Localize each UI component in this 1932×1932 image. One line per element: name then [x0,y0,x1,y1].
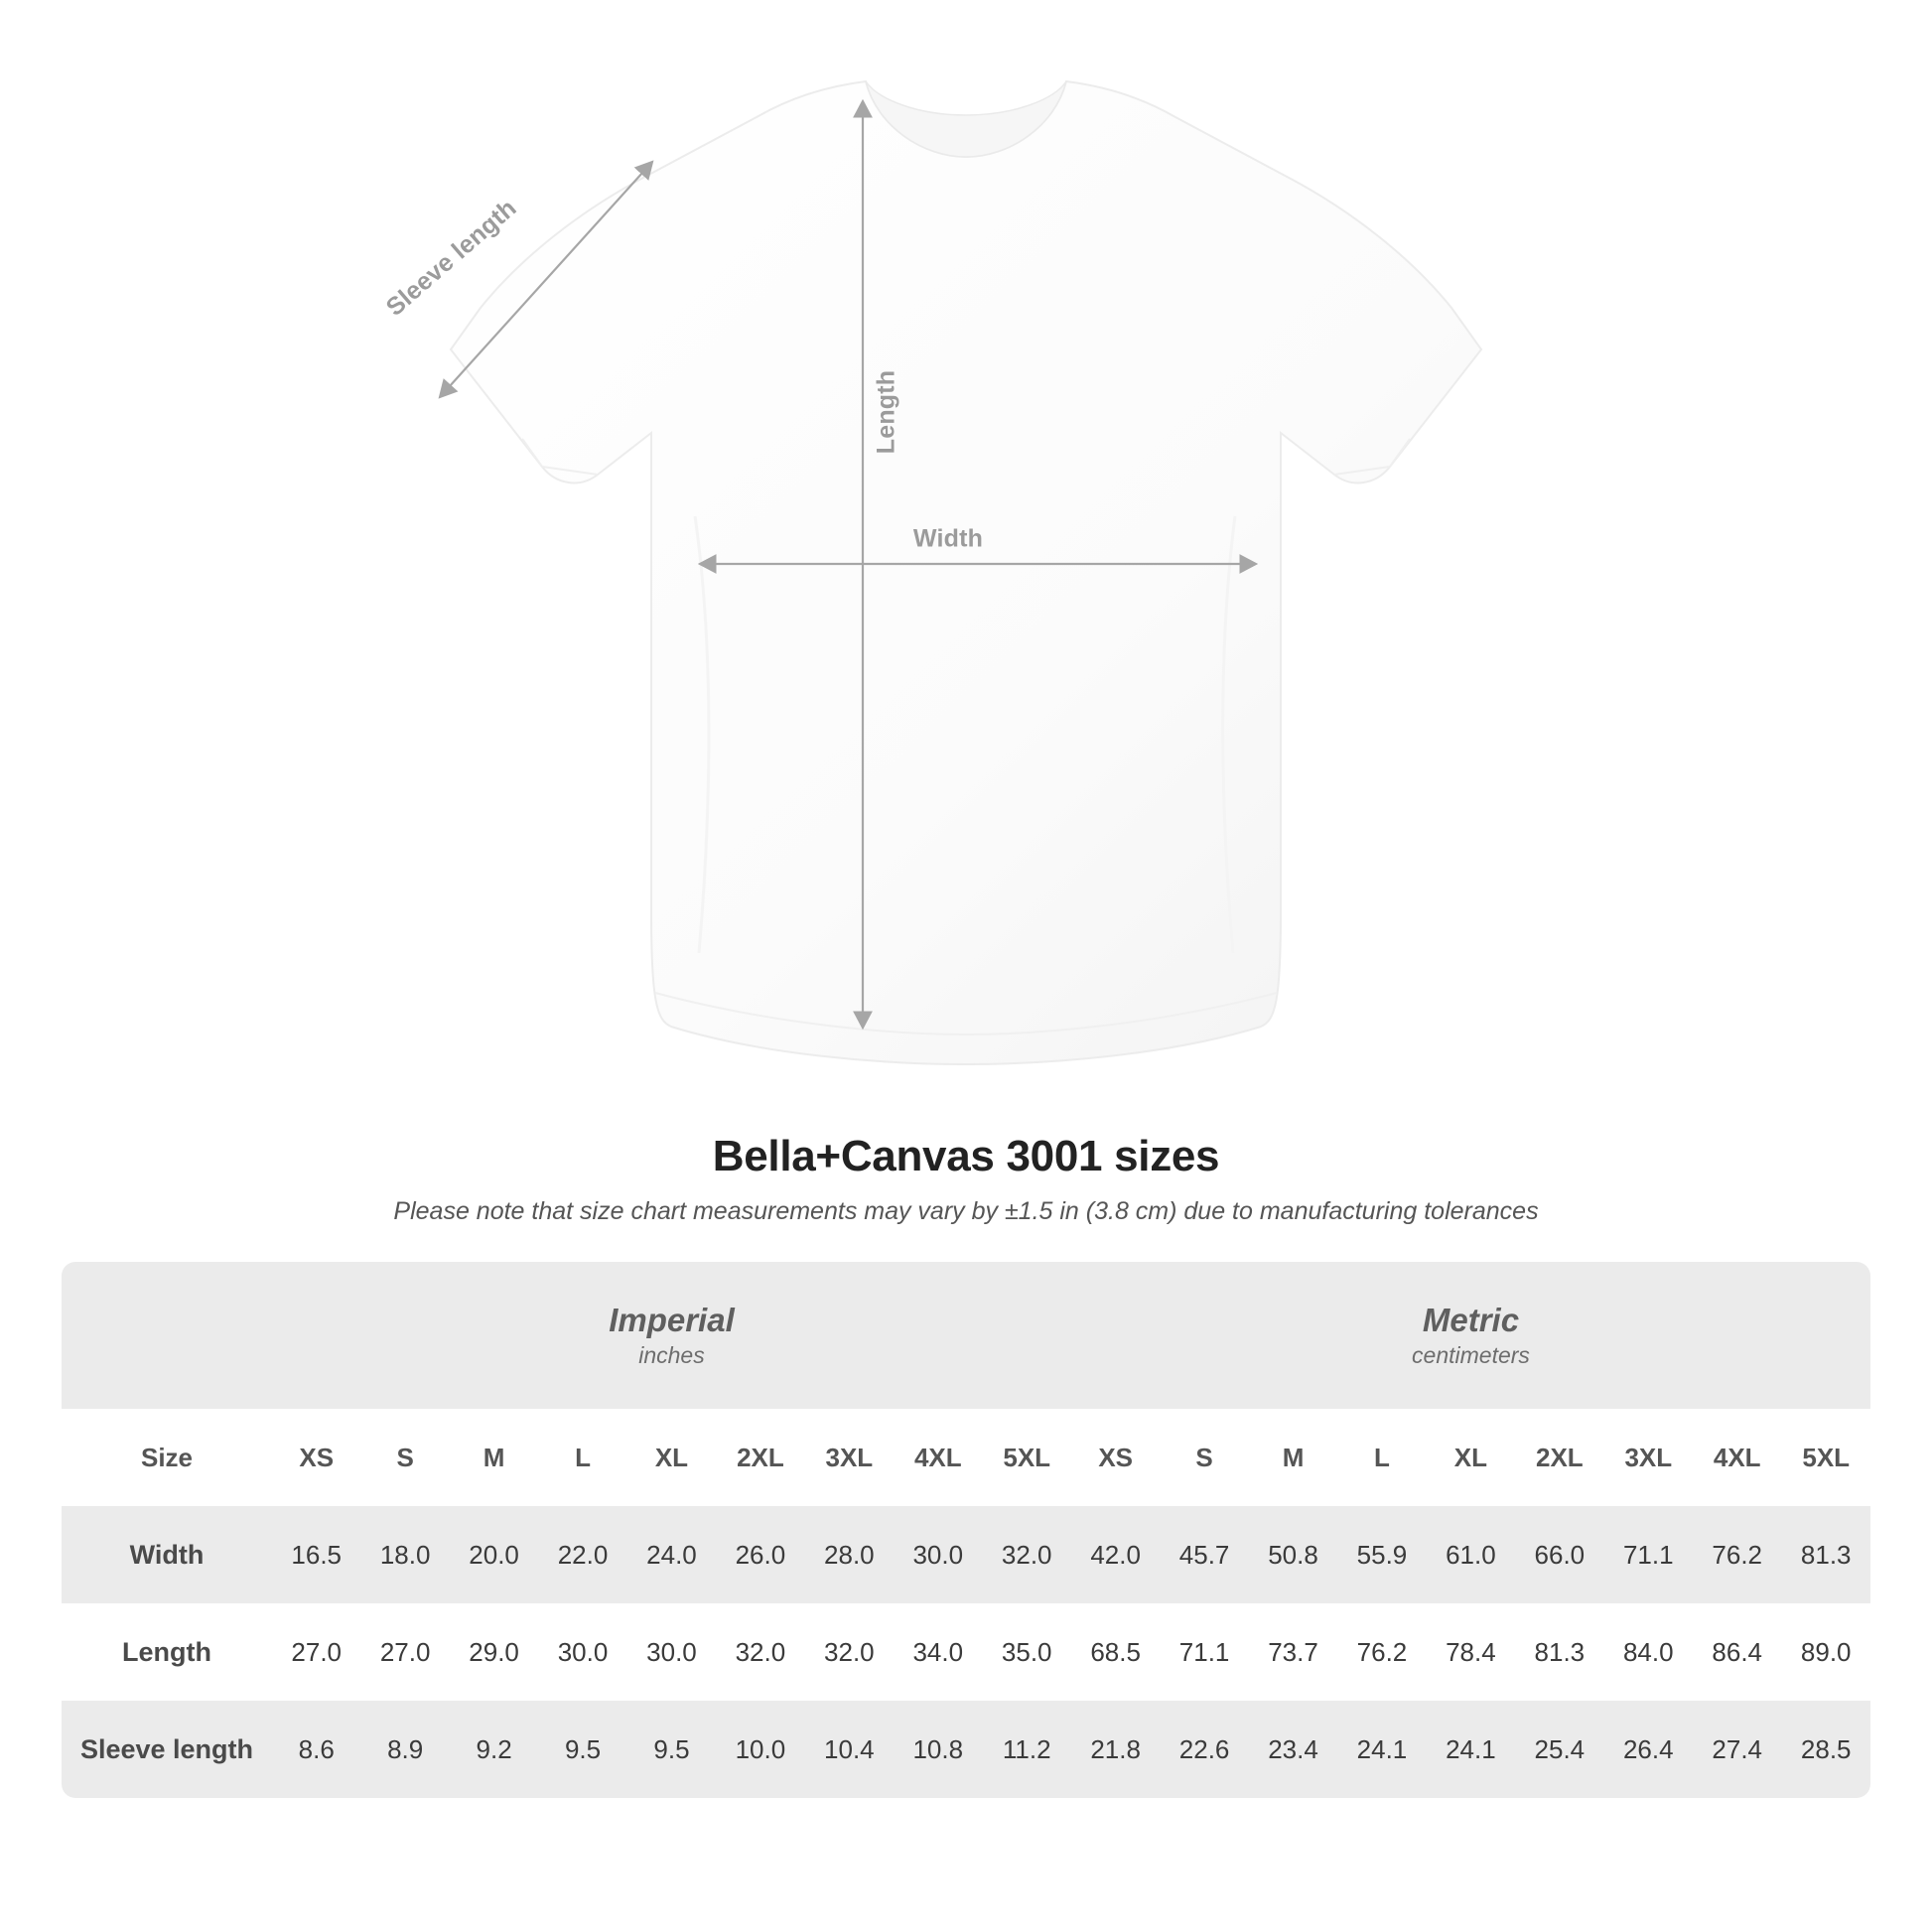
size-column-header: XS [272,1409,360,1506]
table-cell: 10.4 [805,1701,894,1798]
table-cell: 55.9 [1337,1506,1426,1603]
size-table-wrapper [62,1262,1870,1798]
table-cell: 42.0 [1071,1506,1160,1603]
size-column-header: 3XL [805,1409,894,1506]
table-cell: 9.5 [538,1701,626,1798]
table-cell: 84.0 [1604,1603,1693,1701]
table-cell: 76.2 [1337,1603,1426,1701]
table-cell: 22.6 [1160,1701,1248,1798]
unit-header-metric [1071,1262,1870,1409]
table-cell: 45.7 [1160,1506,1248,1603]
table-cell: 30.0 [538,1603,626,1701]
size-column-header: 5XL [983,1409,1071,1506]
table-cell: 27.0 [360,1603,449,1701]
table-cell: 30.0 [627,1603,716,1701]
table-cell: 23.4 [1249,1701,1337,1798]
size-header-label: Size [62,1409,272,1506]
size-table [62,1262,1870,1798]
table-cell: 11.2 [983,1701,1071,1798]
table-cell: 89.0 [1781,1603,1870,1701]
size-column-header: XS [1071,1409,1160,1506]
unit-sub-metric: centimeters [1412,1342,1530,1369]
unit-sub-imperial: inches [638,1342,705,1369]
table-cell: 9.2 [450,1701,538,1798]
title-block [0,1132,1932,1226]
table-cell: 24.1 [1427,1701,1515,1798]
table-cell: 27.4 [1693,1701,1781,1798]
size-column-header: L [1337,1409,1426,1506]
table-cell: 8.6 [272,1701,360,1798]
unit-name-metric: Metric [1422,1301,1520,1338]
units-header-row [62,1262,1870,1409]
table-cell: 10.0 [716,1701,804,1798]
page-title: Bella+Canvas 3001 sizes [712,1132,1220,1180]
table-cell: 26.0 [716,1506,804,1603]
table-row [62,1701,1870,1798]
tolerance-note: Please note that size chart measurements may vary by ±1.5 in (3.8 cm) due to manufacturing tolerances [393,1197,1539,1225]
table-cell: 30.0 [894,1506,982,1603]
table-cell: 21.8 [1071,1701,1160,1798]
size-column-header: 4XL [1693,1409,1781,1506]
size-column-header: XL [1427,1409,1515,1506]
size-column-header: M [450,1409,538,1506]
unit-header-imperial [272,1262,1071,1409]
size-column-header: L [538,1409,626,1506]
size-column-header: 2XL [1515,1409,1603,1506]
table-cell: 28.5 [1781,1701,1870,1798]
table-cell: 78.4 [1427,1603,1515,1701]
table-cell: 73.7 [1249,1603,1337,1701]
size-column-header: S [360,1409,449,1506]
size-column-header: S [1160,1409,1248,1506]
table-cell: 9.5 [627,1701,716,1798]
table-cell: 32.0 [983,1506,1071,1603]
size-column-header: 3XL [1604,1409,1693,1506]
row-label: Sleeve length [62,1701,272,1798]
table-cell: 28.0 [805,1506,894,1603]
table-cell: 61.0 [1427,1506,1515,1603]
table-row [62,1603,1870,1701]
size-column-header: 4XL [894,1409,982,1506]
table-cell: 16.5 [272,1506,360,1603]
table-cell: 29.0 [450,1603,538,1701]
table-cell: 27.0 [272,1603,360,1701]
size-column-header: XL [627,1409,716,1506]
table-cell: 8.9 [360,1701,449,1798]
size-column-header: 5XL [1781,1409,1870,1506]
table-cell: 71.1 [1604,1506,1693,1603]
size-header-row [62,1409,1870,1506]
table-cell: 68.5 [1071,1603,1160,1701]
table-cell: 26.4 [1604,1701,1693,1798]
row-label: Length [62,1603,272,1701]
table-cell: 18.0 [360,1506,449,1603]
table-cell: 24.0 [627,1506,716,1603]
row-label: Width [62,1506,272,1603]
table-cell: 22.0 [538,1506,626,1603]
table-cell: 71.1 [1160,1603,1248,1701]
width-label: Width [912,524,984,553]
table-cell: 34.0 [894,1603,982,1701]
table-cell: 10.8 [894,1701,982,1798]
table-cell: 20.0 [450,1506,538,1603]
table-row [62,1506,1870,1603]
unit-name-imperial: Imperial [609,1301,735,1338]
table-cell: 32.0 [805,1603,894,1701]
table-cell: 81.3 [1515,1603,1603,1701]
table-cell: 81.3 [1781,1506,1870,1603]
table-cell: 76.2 [1693,1506,1781,1603]
length-label: Length [872,369,900,455]
table-cell: 32.0 [716,1603,804,1701]
table-corner-cell [62,1262,272,1409]
table-cell: 66.0 [1515,1506,1603,1603]
table-cell: 86.4 [1693,1603,1781,1701]
table-cell: 24.1 [1337,1701,1426,1798]
size-column-header: M [1249,1409,1337,1506]
table-cell: 50.8 [1249,1506,1337,1603]
size-column-header: 2XL [716,1409,804,1506]
shirt-shape [451,81,1481,1064]
sleeve-length-label: Sleeve length [380,194,522,322]
table-cell: 35.0 [983,1603,1071,1701]
table-cell: 25.4 [1515,1701,1603,1798]
